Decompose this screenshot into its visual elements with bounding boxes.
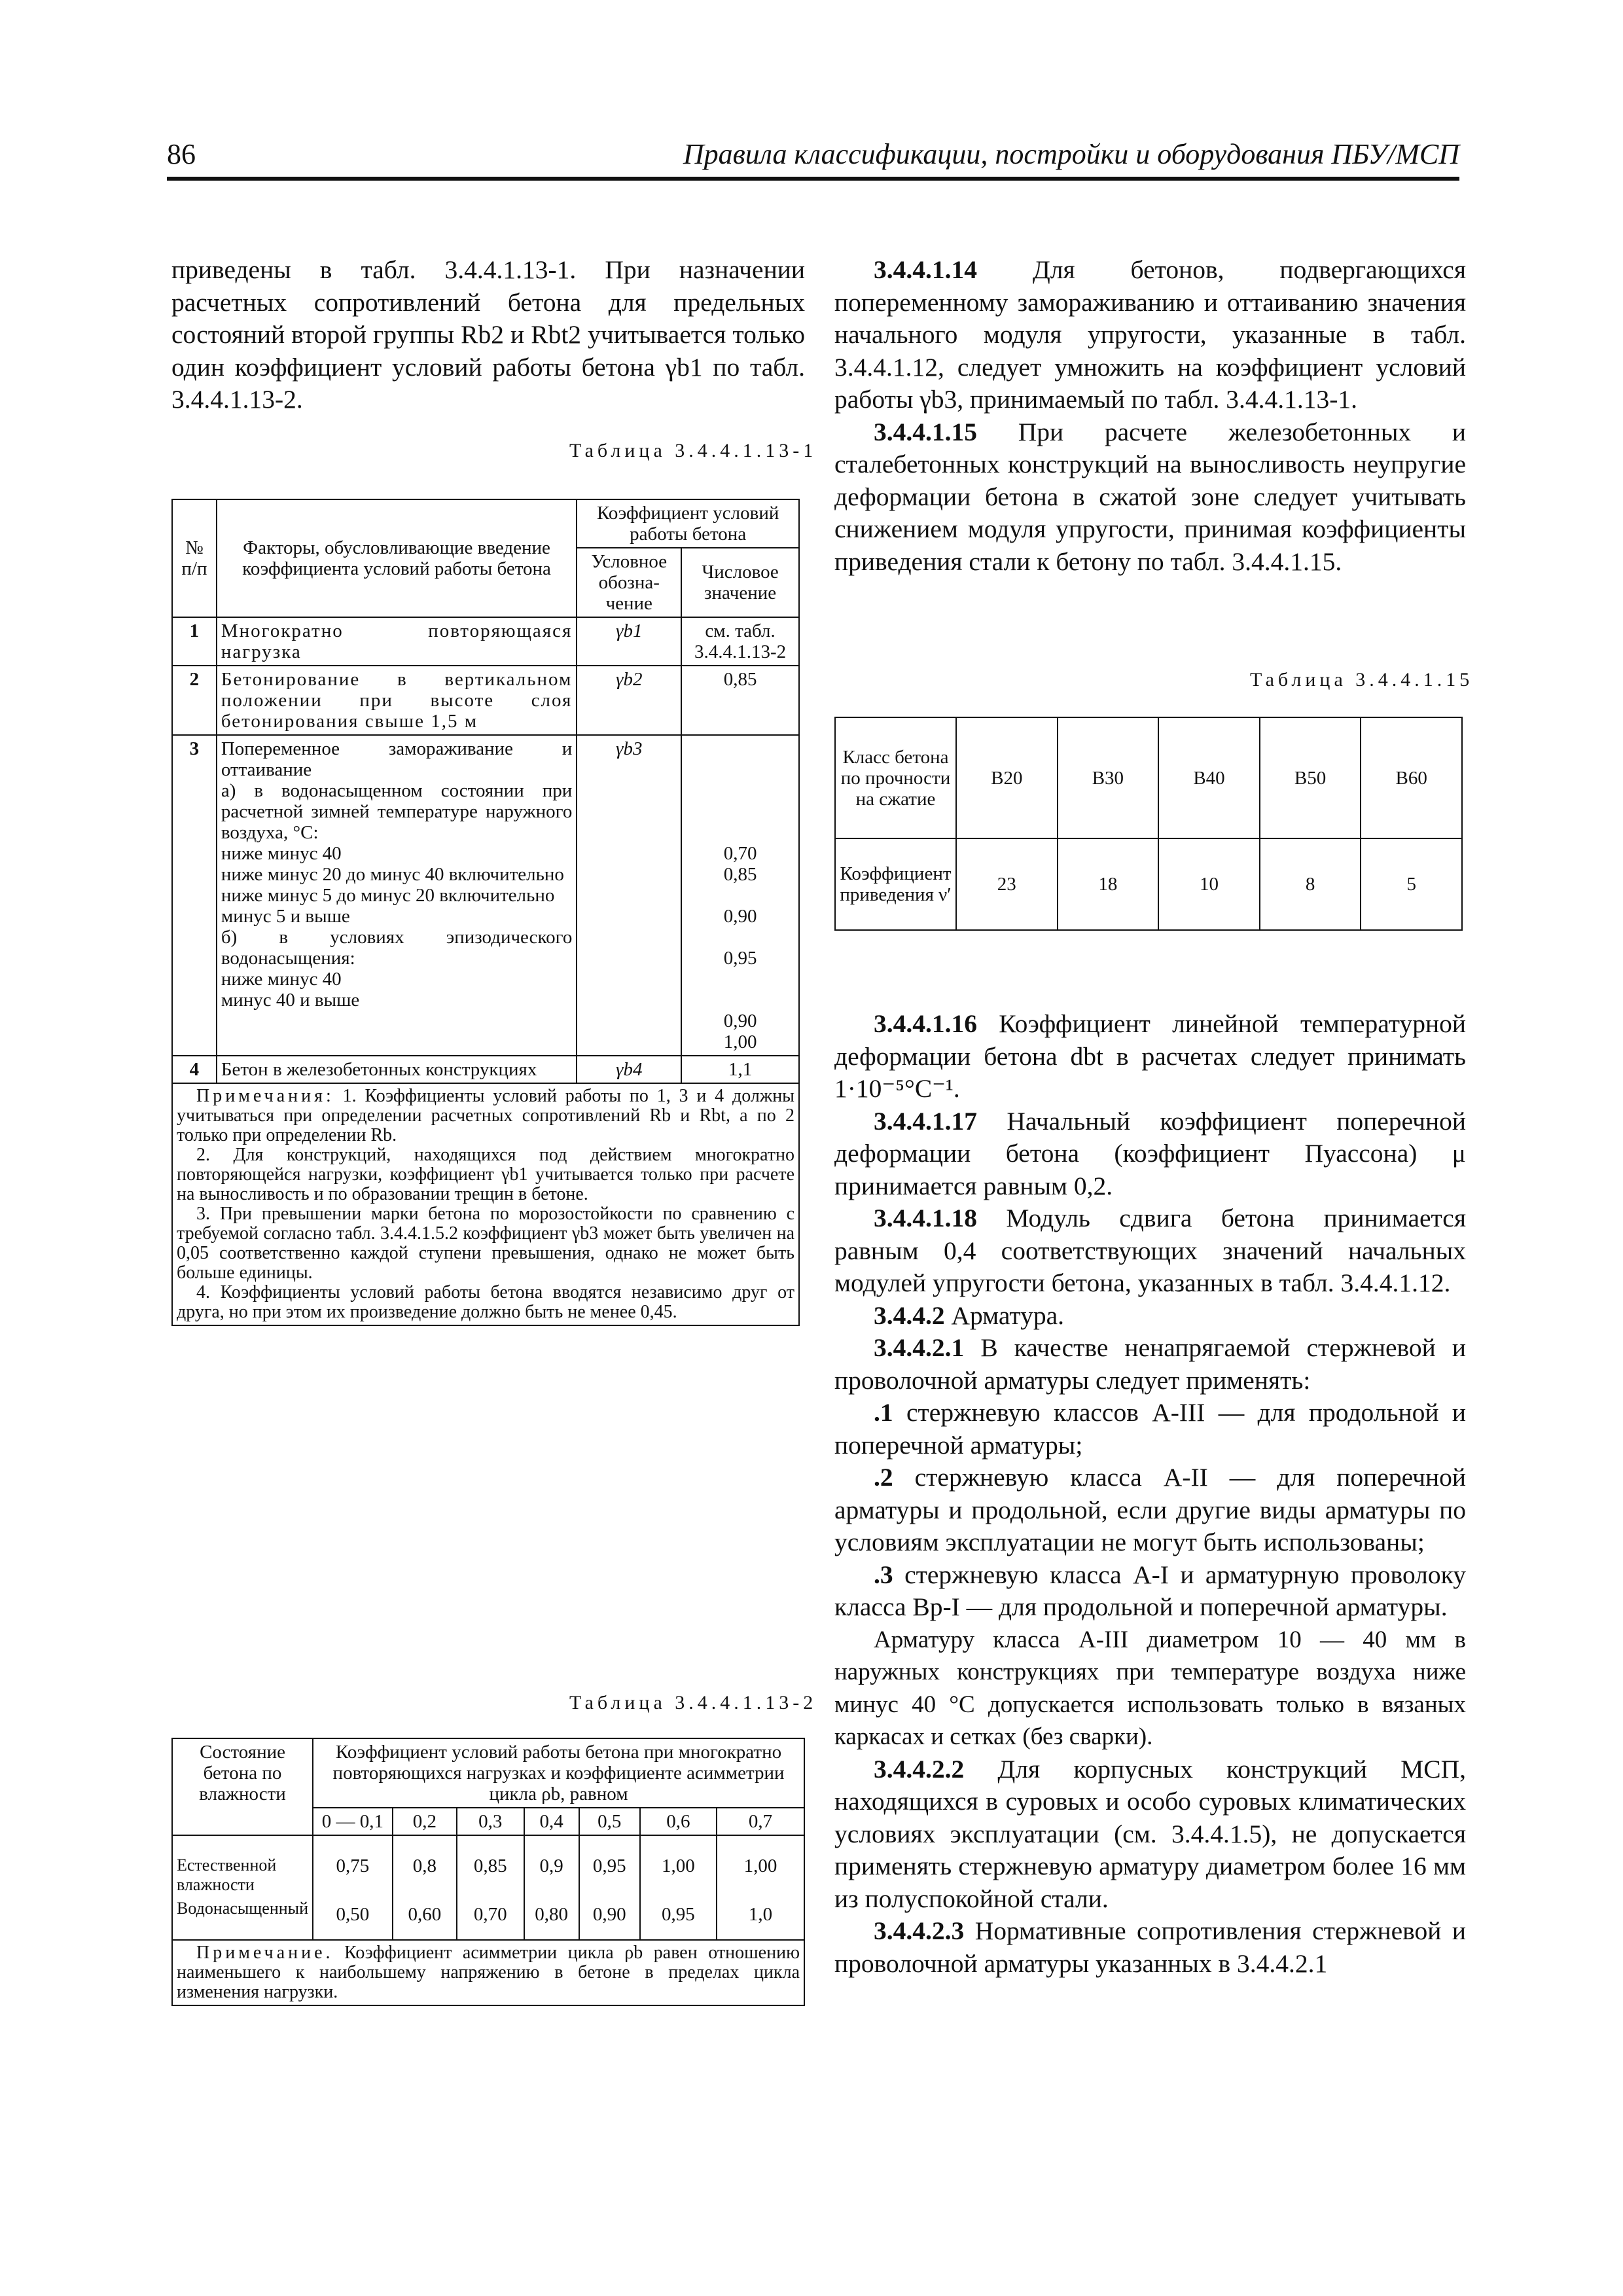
para-num: 3.4.4.1.15 [874, 417, 977, 446]
table3-caption: Таблица 3.4.4.1.15 [1250, 669, 1474, 691]
row-value: 0,85 [681, 666, 799, 735]
para-num: 3.4.4.1.18 [874, 1204, 977, 1232]
th-value: Числовое значение [681, 548, 799, 617]
para-num: 3.4.4.1.14 [874, 255, 977, 284]
right-column-bottom [834, 1008, 1466, 1980]
t3-row2-label: Коэффициент приведения ν′ [835, 838, 956, 930]
row3-a3: ниже минус 5 до минус 20 включительно [221, 885, 555, 906]
t2-rho: 0 — 0,1 [313, 1808, 393, 1835]
item-num: .1 [874, 1398, 893, 1427]
running-title: Правила классификации, постройки и оборудования ПБУ/МСП [683, 138, 1459, 170]
t3-value: 5 [1361, 838, 1462, 930]
row-num: 2 [172, 666, 217, 735]
note-4: 4. Коэффициенты условий работы бетона вводятся независимо друг от друга, но при этом их произведение должно быть не менее 0,45. [177, 1282, 794, 1322]
table-row [172, 617, 799, 666]
th-symbol: Условное обозна-чение [577, 548, 681, 617]
row-num: 4 [172, 1056, 217, 1083]
list-item: стержневую классов А-III — для продольной и поперечной арматуры; [834, 1398, 1467, 1460]
t2-value: 0,60 [408, 1904, 442, 1925]
row-num: 3 [172, 735, 217, 1056]
row-factor: Бетон в железобетонных конструкциях [217, 1056, 577, 1083]
t2-col [579, 1835, 640, 1940]
note-3: 3. При превышении марки бетона по морозостойкости по сравнению с требуемой согласно табл. 3.4.4.1.5.2 коэффициент γb3 может быть увеличен на 0,05 соответственно каждой ступени превышения, однако не может быть больше единицы. [177, 1204, 794, 1283]
intro-paragraph: приведены в табл. 3.4.4.1.13-1. При назначении расчетных сопротивлений бетона для предельных состояний второй группы Rb2 и Rbt2 учитывается только один коэффициент условий работы бетона γb1 по табл. 3.4.4.1.13-2. [171, 255, 805, 414]
t3-class: B40 [1158, 717, 1260, 838]
table2-note [172, 1940, 804, 2005]
row-value: 1,1 [681, 1056, 799, 1083]
row-symbol: γb2 [577, 666, 681, 735]
right-column-top [834, 254, 1466, 578]
paragraph: Нормативные сопротивления стержневой и проволочной арматуры указанных в 3.4.4.2.1 [834, 1916, 1466, 1978]
t2-value: 0,80 [535, 1904, 568, 1925]
row3-b-title: б) в условиях эпизодического водонасыщения: [221, 927, 573, 969]
table-row [172, 666, 799, 735]
t2-rho: 0,6 [640, 1808, 717, 1835]
t2-col [524, 1835, 579, 1940]
para-num: 3.4.4.1.16 [874, 1009, 977, 1038]
row3-a4: минус 5 и выше [221, 906, 350, 927]
t2-value: 0,9 [539, 1856, 563, 1876]
t3-class: B20 [956, 717, 1058, 838]
table1-caption: Таблица 3.4.4.1.13-1 [569, 440, 817, 461]
t2-col [313, 1835, 393, 1940]
paragraph: Начальный коэффициент поперечной деформации бетона (коэффициент Пуассона) μ принимается равным 0,2. [834, 1106, 1466, 1200]
row-symbol: γb1 [577, 617, 681, 666]
t3-value: 10 [1158, 838, 1260, 930]
page-number: 86 [167, 138, 196, 170]
t2-value: 0,8 [412, 1856, 437, 1876]
row3-a4-val: 0,95 [723, 948, 757, 969]
t2-value: 0,85 [473, 1856, 507, 1876]
note-1: 1. Коэффициенты условий работы по 1, 3 и 4 должны учитываться при определении расчетных сопротивлений Rb и Rbt, а по 2 только при определении Rb. [177, 1086, 794, 1145]
t2-rho: 0,5 [579, 1808, 640, 1835]
t2-rho: 0,7 [717, 1808, 804, 1835]
table-3-4-4-1-13-1 [171, 499, 800, 1326]
left-column [171, 254, 805, 416]
t2-rho: 0,3 [457, 1808, 524, 1835]
th-num: № п/п [172, 499, 217, 617]
t3-value: 18 [1058, 838, 1159, 930]
row3-a3-val: 0,90 [723, 906, 757, 927]
para-num: 3.4.4.1.17 [874, 1106, 977, 1136]
t2-value: 0,90 [592, 1904, 626, 1925]
t2-value: 0,50 [336, 1904, 370, 1925]
row-symbol: γb4 [577, 1056, 681, 1083]
para-num: 3.4.4.2 [874, 1300, 945, 1330]
header-rule [167, 177, 1459, 181]
t3-class: B50 [1260, 717, 1361, 838]
t3-row1-label: Класс бетона по прочности на сжатие [835, 717, 956, 838]
t2-state: Водонасыщенный [177, 1899, 309, 1918]
row3-a1: ниже минус 40 [221, 843, 342, 864]
row3-a2: ниже минус 20 до минус 40 включительно [221, 864, 564, 885]
table-row [172, 1835, 804, 1940]
row-value [681, 735, 799, 1056]
t3-value: 8 [1260, 838, 1361, 930]
paragraph: Модуль сдвига бетона принимается равным 0,4 соответствующих значений начальных модулей упругости бетона, указанных в табл. 3.4.4.1.12. [834, 1204, 1466, 1297]
t3-class: B60 [1361, 717, 1462, 838]
t2-value: 1,00 [662, 1856, 695, 1876]
row3-b1-val: 0,90 [723, 1011, 757, 1031]
t2-note-label: Примечание. [196, 1943, 334, 1963]
row-num: 1 [172, 617, 217, 666]
row3-a2-val: 0,85 [723, 864, 757, 885]
t2-col [640, 1835, 717, 1940]
t2-state: Естественной влажности [177, 1856, 277, 1894]
th-coef-group: Коэффициент условий работы бетона [577, 499, 799, 548]
table2-caption: Таблица 3.4.4.1.13-2 [569, 1692, 817, 1713]
para-num: 3.4.4.2.1 [874, 1333, 965, 1362]
t2-value: 0,70 [473, 1904, 507, 1925]
note-2: 2. Для конструкций, находящихся под действием многократно повторяющейся нагрузки, коэффициент γb1 учитывается только при расчете на выносливость и по образовании трещин в бетоне. [177, 1145, 794, 1204]
item-num: .2 [874, 1463, 893, 1492]
table-row [172, 1056, 799, 1083]
t2-value: 0,95 [662, 1904, 695, 1925]
t2-value: 1,0 [748, 1904, 773, 1925]
t2-rho: 0,2 [393, 1808, 457, 1835]
row-value: см. табл. 3.4.4.1.13-2 [681, 617, 799, 666]
t2-note: Коэффициент асимметрии цикла ρb равен отношению наименьшего к наибольшему напряжению в бетоне в пределах цикла изменения нагрузки. [177, 1943, 800, 2002]
table1-notes [172, 1083, 799, 1325]
row3-a1-val: 0,70 [723, 843, 757, 864]
t2-head-group: Коэффициент условий работы бетона при многократно повторяющихся нагрузках и коэффициенте асимметрии цикла ρb, равном [313, 1738, 804, 1808]
a3-note: Арматуру класса А-III диаметром 10 — 40 мм в наружных конструкциях при температуре воздуха ниже минус 40 °С допускается использовать только в вязаных каркасах и сетках (без сварки). [834, 1626, 1466, 1750]
list-item: стержневую класса А-I и арматурную проволоку класса Bp-I — для продольной и поперечной арматуры. [834, 1560, 1467, 1621]
row3-a-title: а) в водонасыщенном состоянии при расчетной зимней температуре наружного воздуха, °С: [221, 780, 573, 843]
paragraph: Для корпусных конструкций МСП, находящихся в суровых и особо суровых климатических условиях эксплуатации (см. 3.4.4.1.5), не допускается применять стержневую арматуру диаметром более 16 мм из полуспокойной стали. [834, 1754, 1467, 1913]
paragraph: При расчете железобетонных и сталебетонных конструкций на выносливость неупругие деформации бетона в сжатой зоне следует учитывать снижением модуля упругости, принимая коэффициенты приведения стали к бетону по табл. 3.4.4.1.15. [834, 417, 1466, 576]
table-row [172, 735, 799, 1056]
t2-col [717, 1835, 804, 1940]
item-num: .3 [874, 1560, 893, 1589]
t2-value: 1,00 [743, 1856, 777, 1876]
table-3-4-4-1-15 [834, 717, 1463, 931]
row3-b1: ниже минус 40 [221, 969, 342, 990]
t3-value: 23 [956, 838, 1058, 930]
row-factor: Многократно повторяющаяся нагрузка [217, 617, 577, 666]
t2-col [393, 1835, 457, 1940]
paragraph: Арматура. [951, 1300, 1065, 1330]
t2-value: 0,95 [592, 1856, 626, 1876]
paragraph: Для бетонов, подвергающихся попеременному замораживанию и оттаиванию значения начального модуля упругости, указанные в табл. 3.4.4.1.12, следует умножить на коэффициент условий работы γb3, принимаемый по табл. 3.4.4.1.13-1. [834, 255, 1467, 414]
t2-states [172, 1835, 313, 1940]
t2-col [457, 1835, 524, 1940]
para-num: 3.4.4.2.2 [874, 1754, 965, 1784]
notes-label: Примечания: [196, 1086, 334, 1106]
row-symbol: γb3 [577, 735, 681, 1056]
table-3-4-4-1-13-2 [171, 1738, 805, 2006]
t2-head-state: Состояние бетона по влажности [172, 1738, 313, 1835]
paragraph: В качестве ненапрягаемой стержневой и проволочной арматуры следует применять: [834, 1333, 1467, 1395]
row3-title: Попеременное замораживание и оттаивание [221, 738, 573, 780]
t2-value: 0,75 [336, 1856, 370, 1876]
paragraph: Коэффициент линейной температурной деформации бетона dbt в расчетах следует принимать 1·10⁻⁵°С⁻¹. [834, 1009, 1466, 1103]
t2-rho: 0,4 [524, 1808, 579, 1835]
t3-class: B30 [1058, 717, 1159, 838]
row-factor: Бетонирование в вертикальном положении при высоте слоя бетонирования свыше 1,5 м [217, 666, 577, 735]
para-num: 3.4.4.2.3 [874, 1916, 965, 1945]
row-factor [217, 735, 577, 1056]
list-item: стержневую класса А-II — для поперечной арматуры и продольной, если другие виды арматуры по условиям эксплуатации не могут быть использованы; [834, 1463, 1467, 1556]
row3-b2: минус 40 и выше [221, 990, 360, 1011]
row3-b2-val: 1,00 [723, 1031, 757, 1052]
th-factors: Факторы, обусловливающие введение коэффициента условий работы бетона [217, 499, 577, 617]
